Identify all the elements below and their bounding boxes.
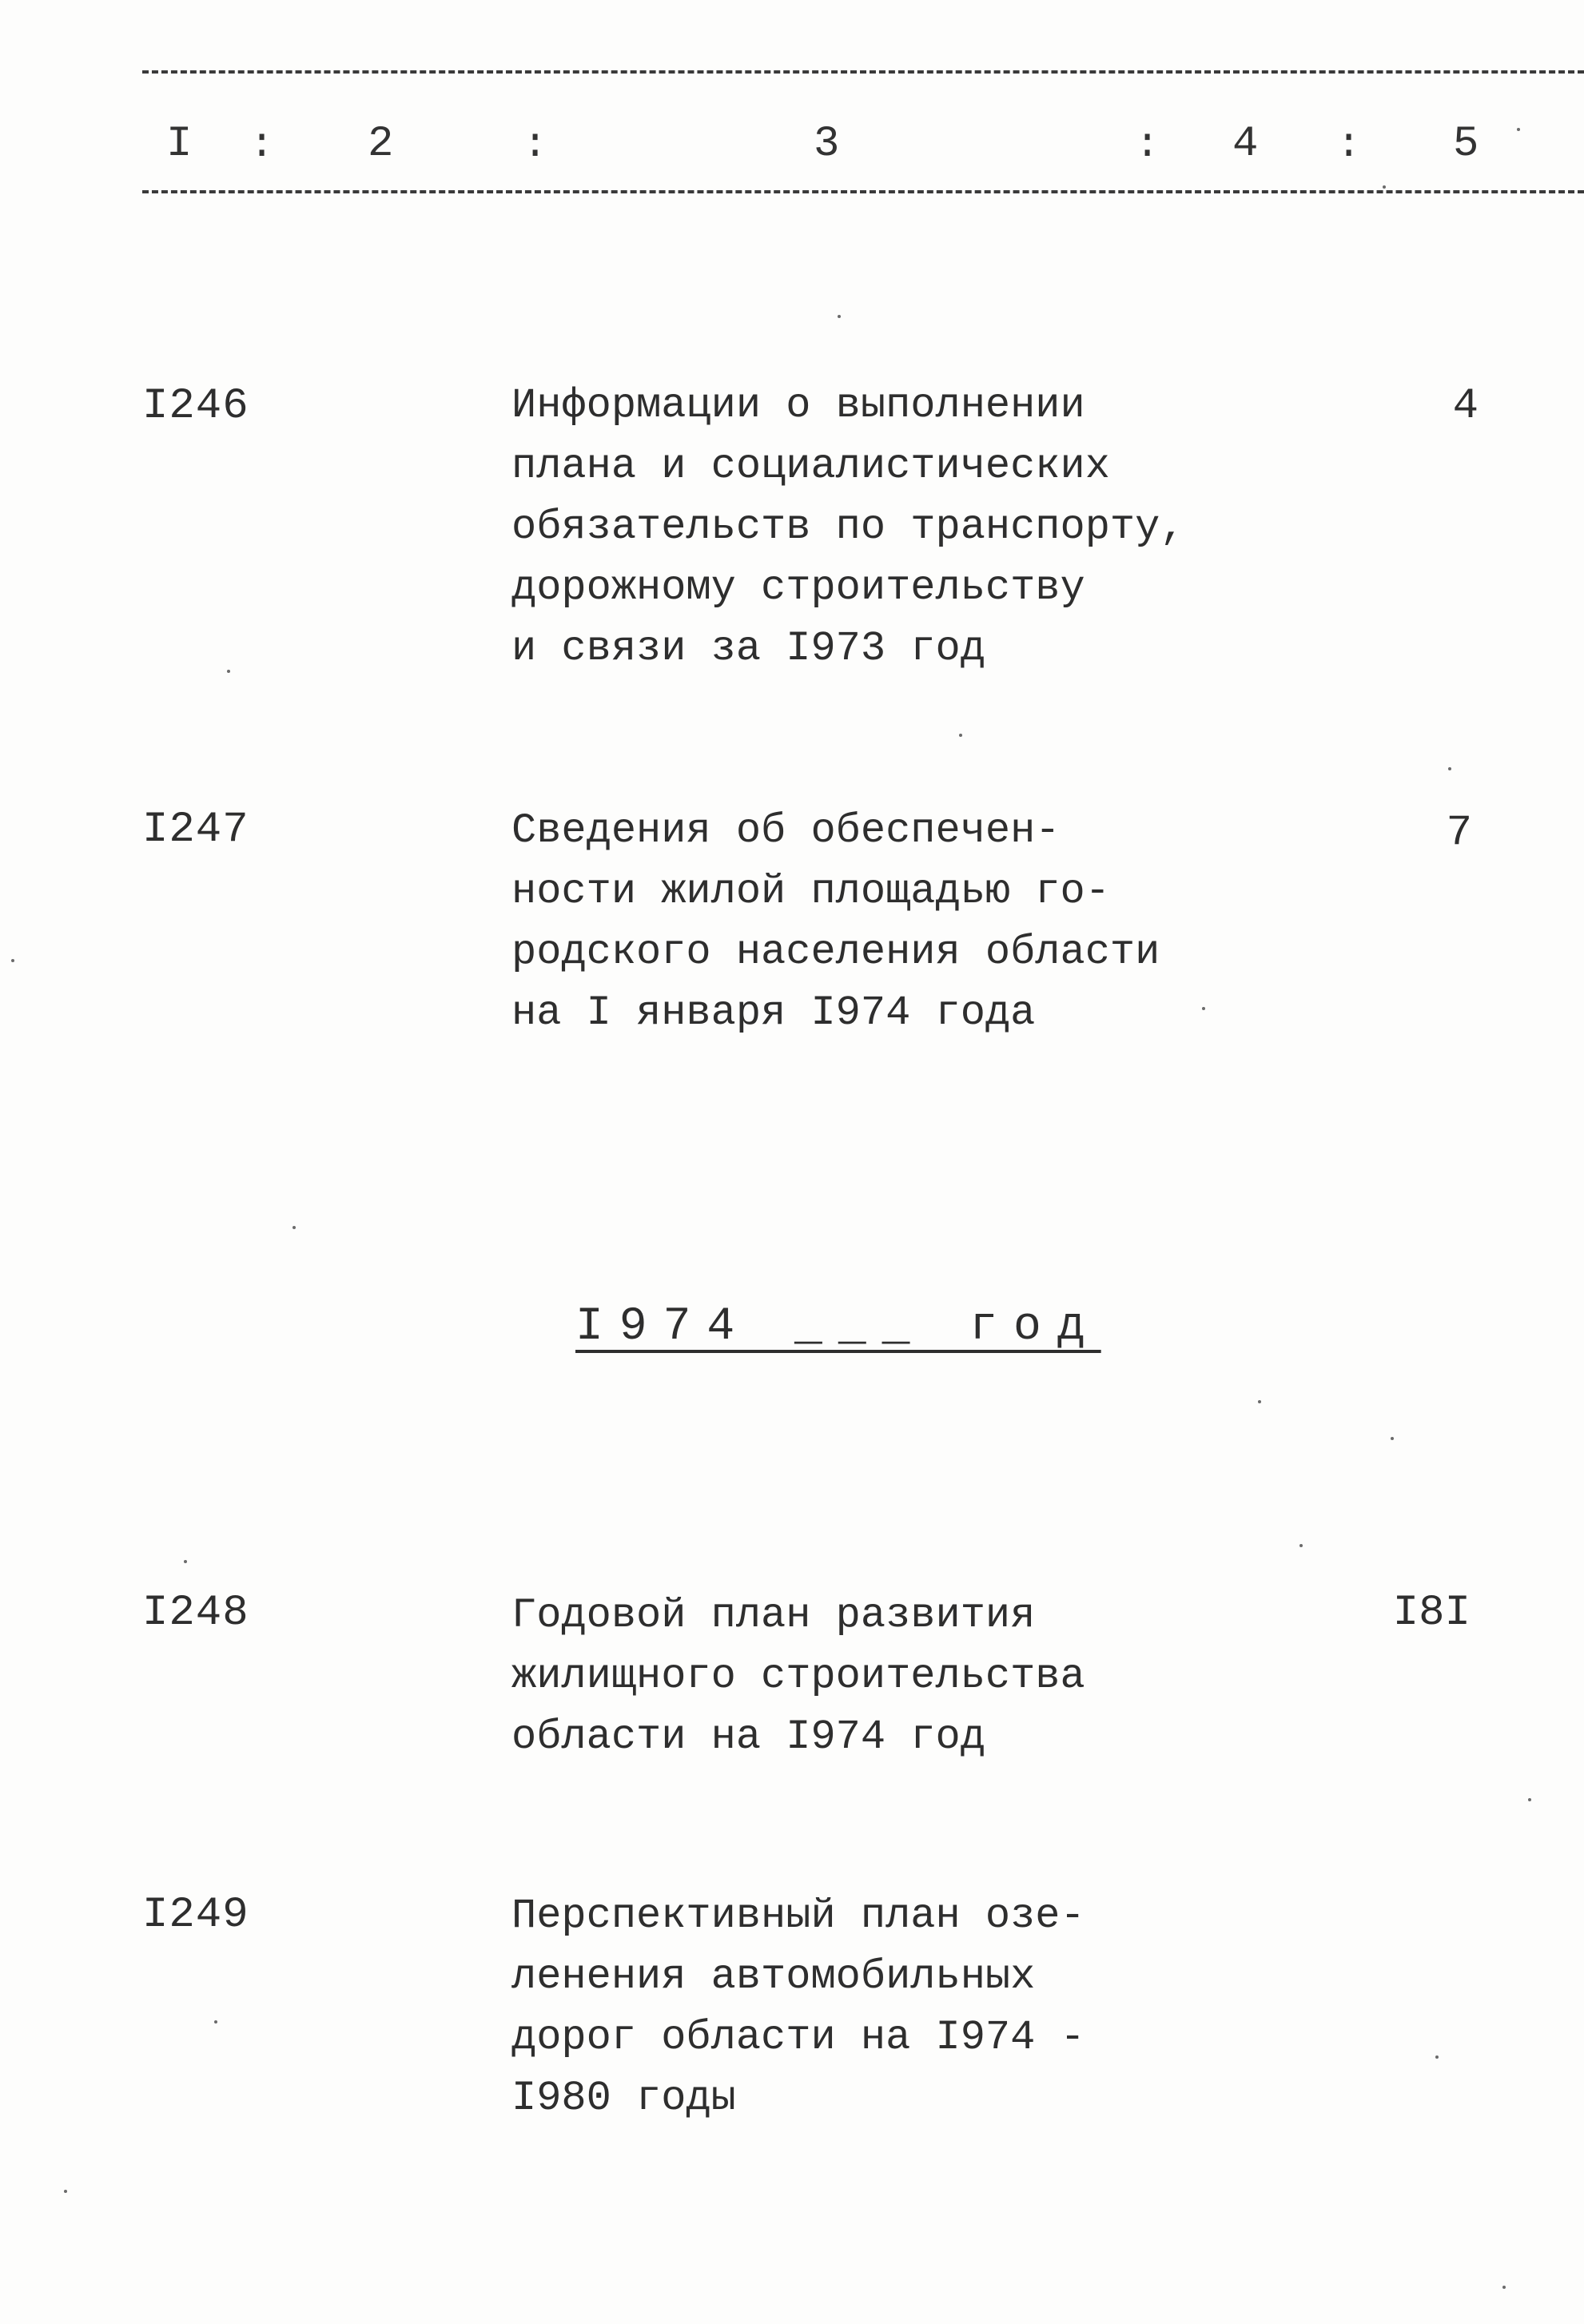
entry-title-line: родского населения области [511,929,1160,976]
scan-speck [1517,128,1520,131]
scan-speck [1202,1007,1205,1010]
entry-title-line: и связи за I973 год [511,625,985,672]
entry-title-line: области на I974 год [511,1713,985,1761]
entry-page-count: 7 [1446,809,1472,858]
entry-number: I246 [142,382,249,431]
header-bottom-dashed-rule [142,190,1584,193]
entry-page-count: 4 [1452,382,1479,431]
scan-speck [1383,185,1386,189]
column-separator: : [249,121,275,169]
scan-speck [1299,1544,1303,1547]
column-separator: : [1336,121,1362,169]
entry-title [511,1886,1231,2129]
scan-speck [227,670,230,673]
scan-speck [1391,1437,1394,1440]
column-header-5: 5 [1453,120,1479,169]
entry-title-line: Информации о выполнении [511,382,1085,429]
scan-speck [1435,2055,1439,2059]
entry-title [511,1586,1231,1768]
column-header-3: 3 [814,120,840,169]
scan-speck [838,315,841,318]
column-header-1: I [166,120,193,169]
scan-speck [959,734,962,737]
scan-speck [1258,1400,1261,1403]
entry-number: I247 [142,806,249,854]
column-header-4: 4 [1232,120,1259,169]
entry-number: I248 [142,1589,249,1638]
scan-speck [214,2020,217,2024]
entry-title-line: дорог области на I974 - [511,2014,1085,2061]
scan-speck [184,1560,187,1563]
entry-title-line: Годовой план развития [511,1592,1036,1639]
entry-title-line: ленения автомобильных [511,1953,1036,2000]
entry-title-line: Перспективный план озе- [511,1892,1085,1940]
column-separator: : [1135,121,1160,169]
scan-speck [1502,2286,1506,2289]
entry-title-line: жилищного строительства [511,1653,1085,1700]
column-separator: : [523,121,548,169]
entry-title-line: обязательств по транспорту, [511,503,1185,551]
scan-speck [11,959,14,962]
year-section-heading: I974 ___ год [575,1301,1101,1353]
scan-speck [64,2190,67,2193]
entry-title-line: I980 годы [511,2075,736,2122]
header-top-dashed-rule [142,70,1584,74]
entry-title-line: дорожному строительству [511,564,1085,611]
scan-speck [1448,767,1451,770]
entry-title-line: плана и социалистических [511,443,1110,490]
scan-speck [293,1226,296,1229]
column-header-2: 2 [368,120,394,169]
entry-number: I249 [142,1891,249,1940]
entry-title-line: на I января I974 года [511,989,1036,1037]
scan-speck [1528,1798,1531,1801]
entry-page-count: I8I [1392,1589,1471,1638]
entry-title-line: Сведения об обеспечен- [511,807,1061,854]
entry-title [511,376,1231,679]
entry-title-line: ности жилой площадью го- [511,868,1110,915]
entry-title [511,801,1231,1044]
